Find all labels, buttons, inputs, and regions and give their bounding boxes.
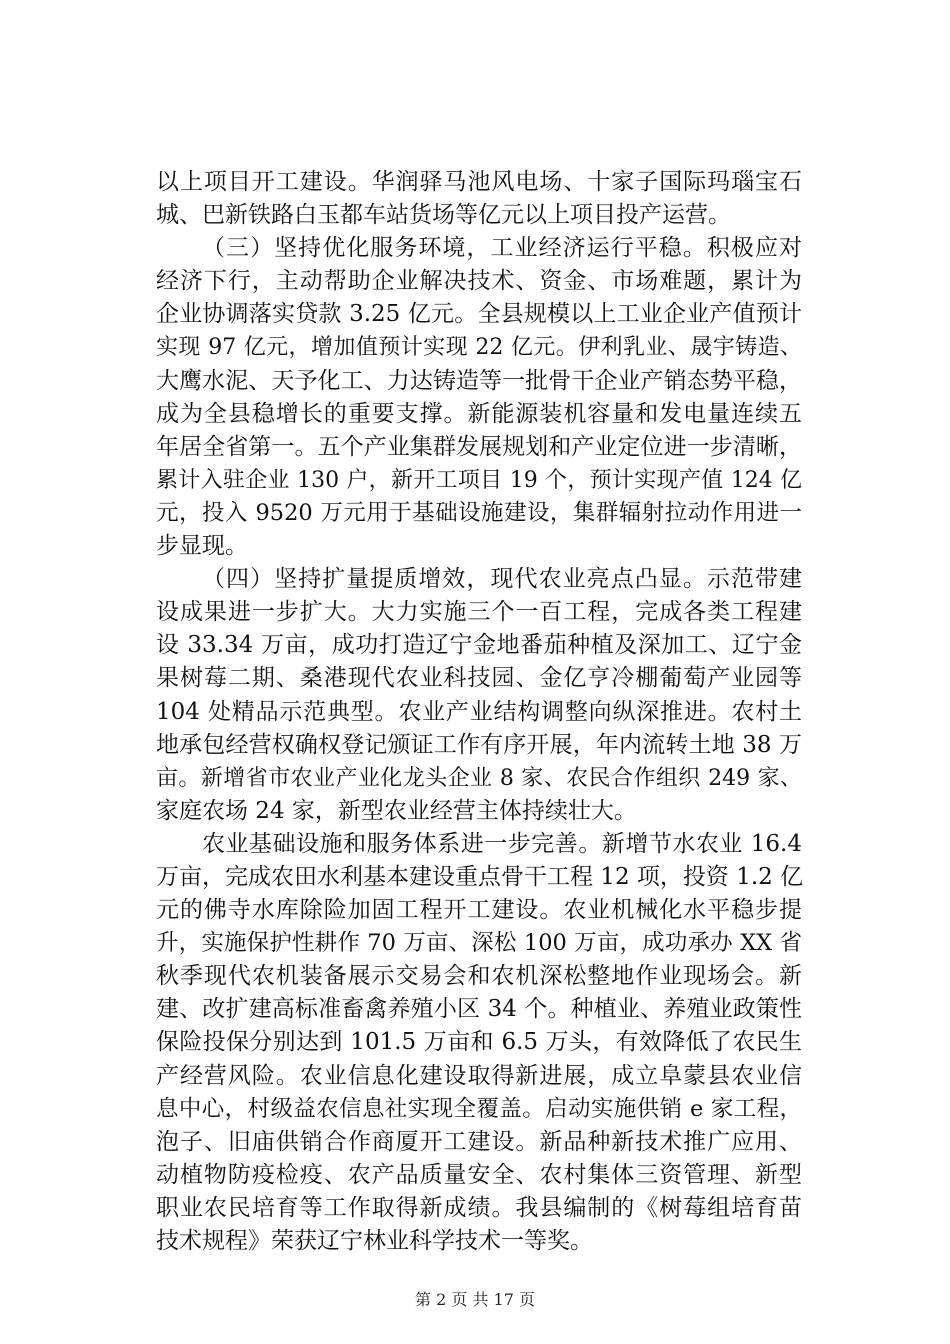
text-line: 元，投入 9520 万元用于基础设施建设，集群辐射拉动作用进一 [156,499,802,526]
text-line: 产经营风险。农业信息化建设取得新进展，成立阜蒙县农业信 [156,1062,802,1089]
text-line: 秋季现代农机装备展示交易会和农机深松整地作业现场会。新 [156,963,802,990]
text-line: 升，实施保护性耕作 70 万亩、深松 100 万亩，成功承办 XX 省 [156,930,802,957]
text-line: 亩。新增省市农业产业化龙头企业 8 家、农民合作组织 249 家、 [156,765,802,791]
text-line: 农业基础设施和服务体系进一步完善。新增节水农业 16.4 [202,830,802,857]
text-line: 家庭农场 24 家，新型农业经营主体持续壮大。 [156,797,637,824]
text-line: 大鹰水泥、天予化工、力达铸造等一批骨干企业产销态势平稳， [156,367,802,394]
text-line: 年居全省第一。五个产业集群发展规划和产业定位进一步清晰， [156,433,802,460]
text-line: 以上项目开工建设。华润驿马池风电场、十家子国际玛瑙宝石 [156,169,802,195]
text-line: 设 33.34 万亩，成功打造辽宁金地番茄种植及深加工、辽宁金 [156,632,802,659]
text-line: 成为全县稳增长的重要支撑。新能源装机容量和发电量连续五 [156,400,802,427]
text-line: 地承包经营权确权登记颁证工作有序开展，年内流转土地 38 万 [156,731,802,758]
text-line: 实现 97 亿元，增加值预计实现 22 亿元。伊利乳业、晟宇铸造、 [156,335,802,361]
text-line: 泡子、旧庙供销合作商厦开工建设。新品种新技术推广应用、 [156,1128,802,1155]
document-body [156,166,802,1258]
text-line: 果树莓二期、桑港现代农业科技园、金亿亨冷棚葡萄产业园等 [156,665,802,692]
page-footer: 第 2 页 共 17 页 [415,1290,535,1309]
text-line: 步显现。 [156,533,248,560]
text-line: 累计入驻企业 130 户，新开工项目 19 个，预计实现产值 124 亿 [156,467,802,493]
text-line: （三）坚持优化服务环境，工业经济运行平稳。积极应对 [202,235,802,262]
text-line: 保险投保分别达到 101.5 万亩和 6.5 万头，有效降低了农民生 [156,1029,802,1056]
text-line: （四）坚持扩量提质增效，现代农业亮点凸显。示范带建 [202,566,802,593]
text-line: 城、巴新铁路白玉都车站货场等亿元以上项目投产运营。 [156,202,731,229]
text-line: 经济下行，主动帮助企业解决技术、资金、市场难题，累计为 [156,268,802,295]
text-line: 动植物防疫检疫、农产品质量安全、农村集体三资管理、新型 [156,1161,802,1188]
text-line: 万亩，完成农田水利基本建设重点骨干工程 12 项，投资 1.2 亿 [156,863,804,890]
text-line: 职业农民培育等工作取得新成绩。我县编制的《树莓组培育苗 [156,1194,802,1221]
text-line: 息中心，村级益农信息社实现全覆盖。启动实施供销 e 家工程， [156,1095,802,1122]
text-line: 技术规程》荣获辽宁林业科学技术一等奖。 [156,1228,593,1254]
text-line: 企业协调落实贷款 3.25 亿元。全县规模以上工业企业产值预计 [156,301,802,328]
text-line: 建、改扩建高标准畜禽养殖小区 34 个。种植业、养殖业政策性 [156,996,802,1023]
text-line: 设成果进一步扩大。大力实施三个一百工程，完成各类工程建 [156,599,802,626]
text-line: 元的佛寺水库除险加固工程开工建设。农业机械化水平稳步提 [156,897,802,924]
text-line: 104 处精品示范典型。农业产业结构调整向纵深推进。农村土 [156,698,802,725]
